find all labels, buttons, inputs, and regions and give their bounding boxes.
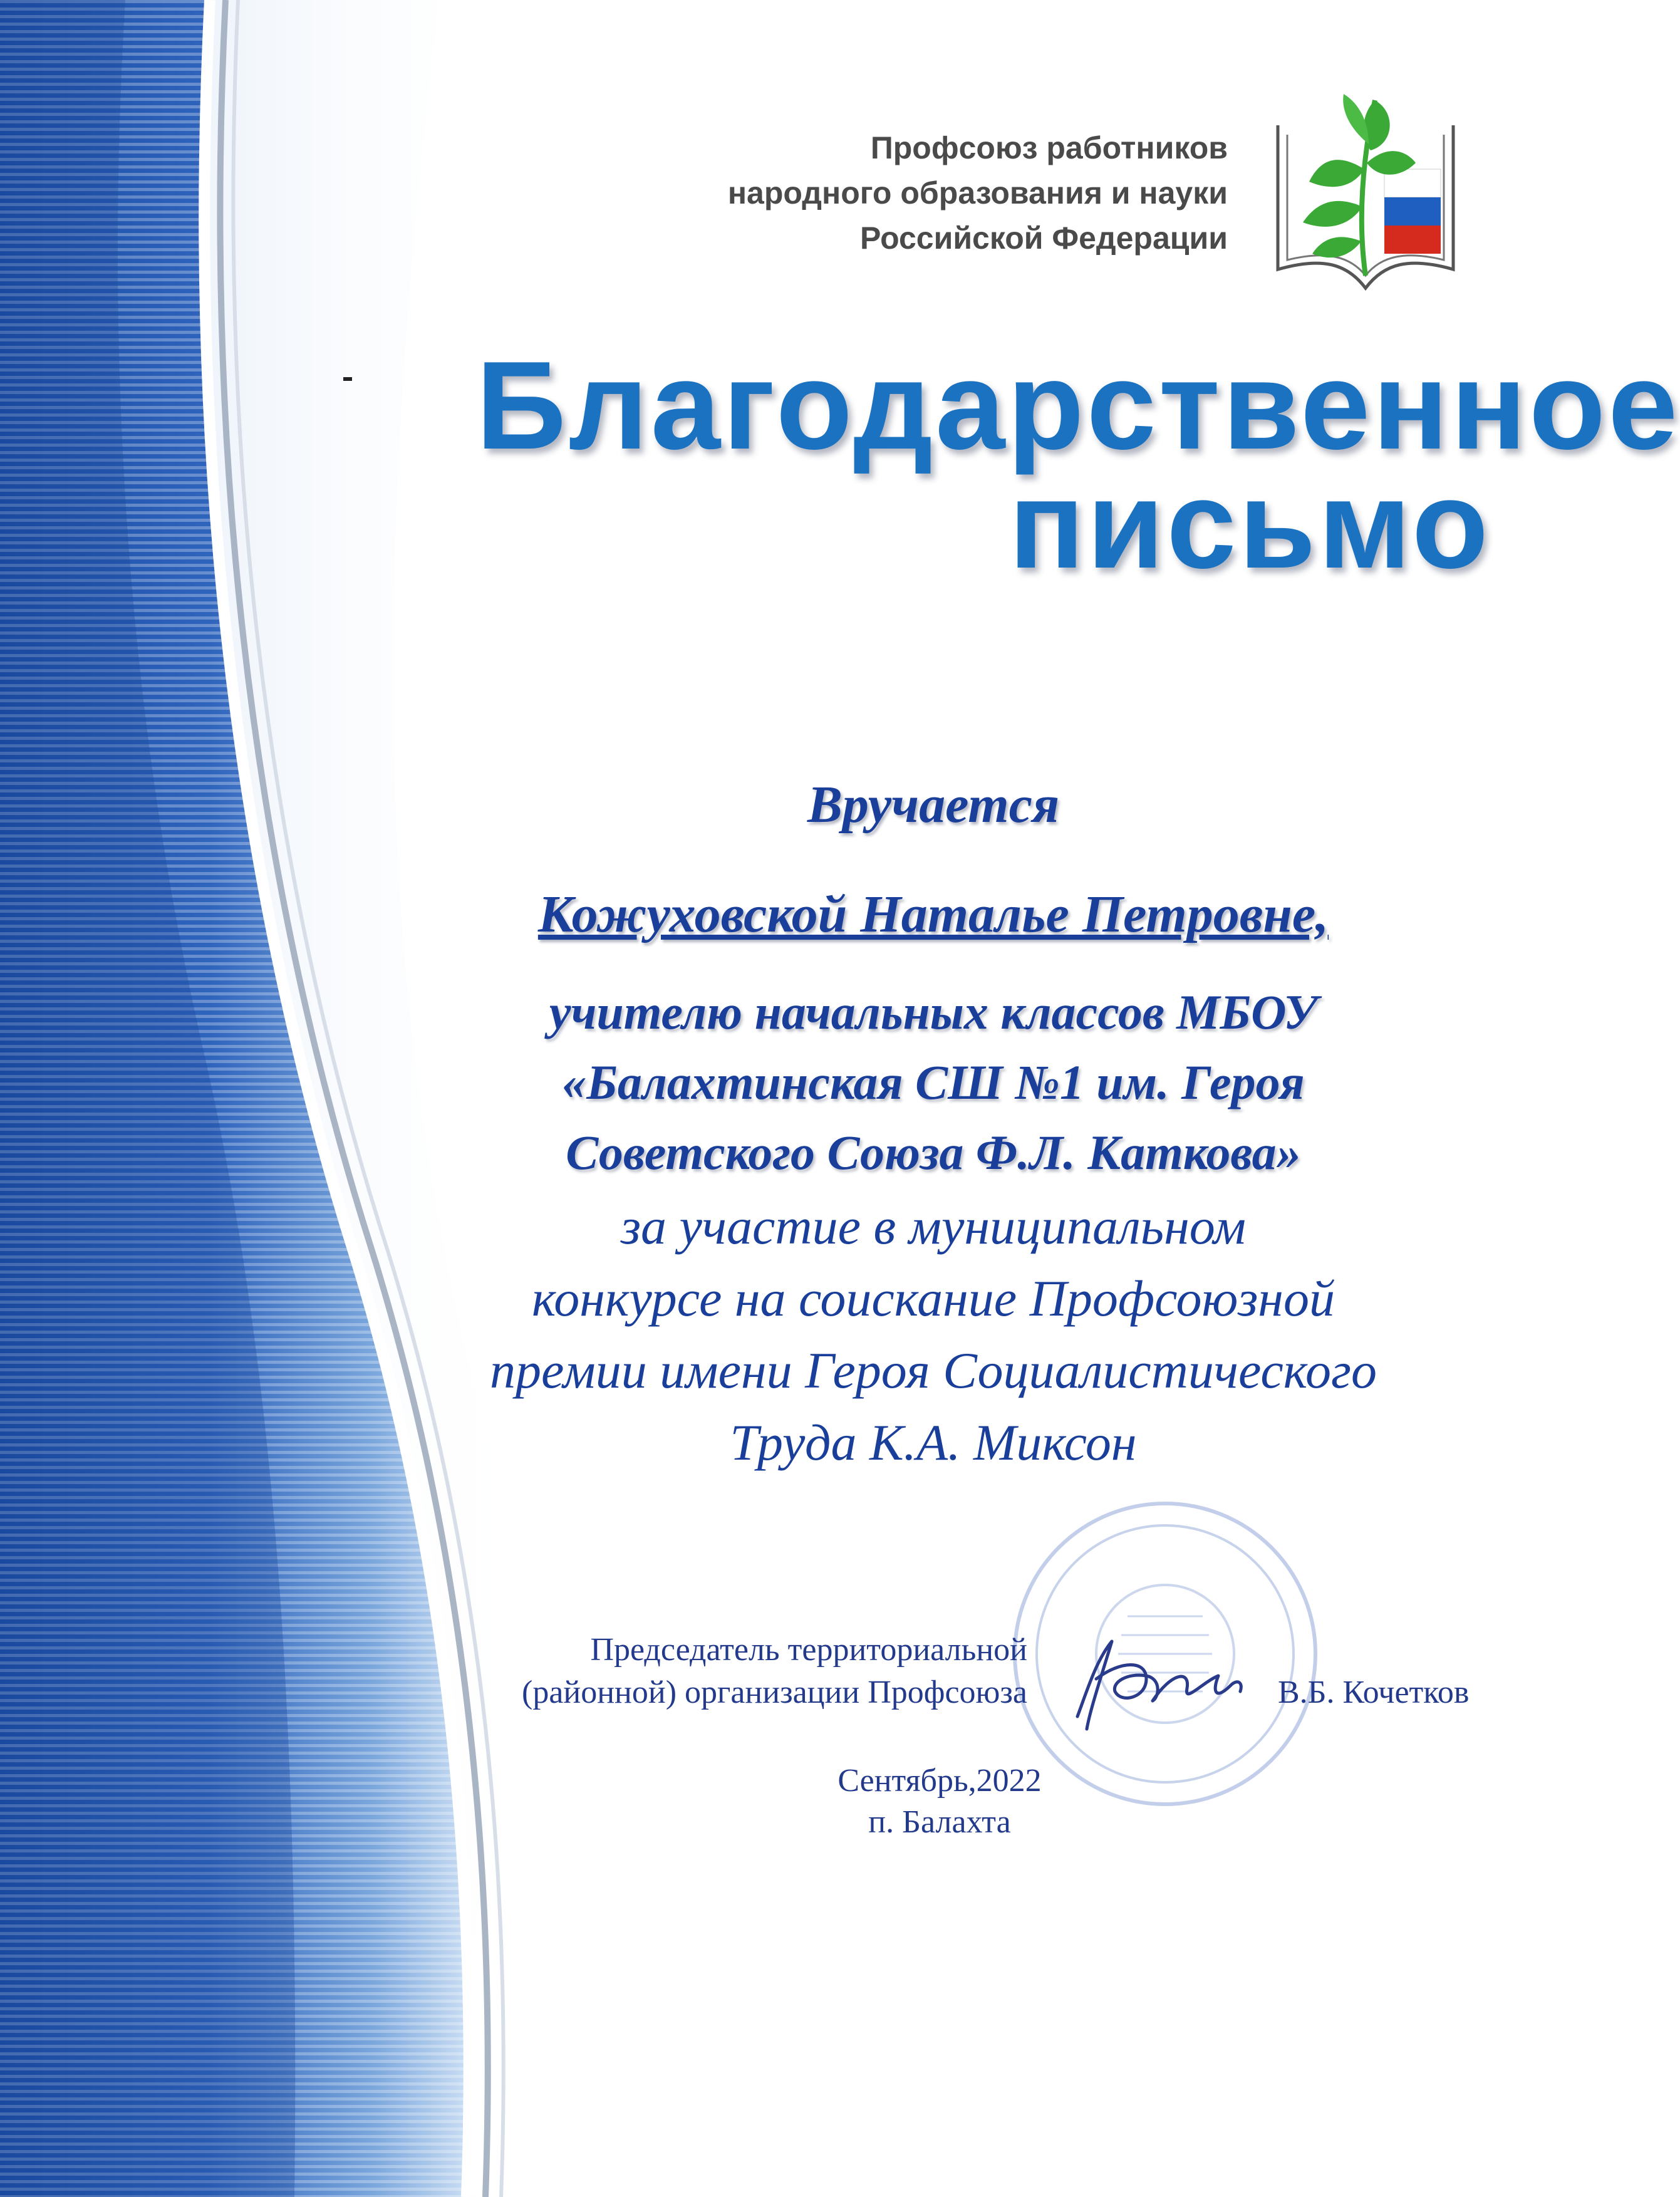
- handwritten-signature-icon: [1052, 1623, 1253, 1735]
- organization-line: Российской Федерации: [859, 221, 1228, 256]
- reason-line: конкурсе на соискание Профсоюзной: [532, 1270, 1335, 1327]
- title-line-1: Благодарственное: [476, 336, 1680, 475]
- recipient-position: [351, 977, 1516, 1188]
- issue-date: Сентябрь,2022: [837, 1763, 1042, 1799]
- union-book-sprout-logo-icon: [1265, 75, 1466, 301]
- position-line: «Балахтинская СШ №1 им. Героя: [562, 1055, 1305, 1109]
- reason-line: Труда К.А. Миксон: [730, 1414, 1137, 1471]
- signatory-title-line: Председатель территориальной: [590, 1632, 1027, 1668]
- title-line-2: письмо: [1009, 455, 1491, 595]
- presented-to-label: Вручается: [807, 776, 1060, 834]
- signatory-title-line: (районной) организации Профсоюза: [522, 1675, 1027, 1710]
- position-line: Советского Союза Ф.Л. Каткова»: [566, 1125, 1301, 1180]
- position-line: учителю начальных классов МБОУ: [549, 985, 1318, 1039]
- signatory-name: В.Б. Кочетков: [1278, 1675, 1470, 1710]
- reason-line: за участие в муниципальном: [621, 1198, 1246, 1255]
- organization-name: [601, 125, 1228, 261]
- signatory-title: [388, 1629, 1027, 1714]
- award-reason: [351, 1190, 1516, 1478]
- issue-place: п. Балахта: [868, 1804, 1011, 1840]
- organization-line: народного образования и науки: [727, 175, 1228, 210]
- organization-line: Профсоюз работников: [870, 130, 1228, 165]
- reason-line: премии имени Героя Социалистического: [490, 1342, 1377, 1399]
- recipient-name: Кожуховской Наталье Петровне,: [537, 885, 1329, 943]
- issue-date-place: [689, 1760, 1190, 1843]
